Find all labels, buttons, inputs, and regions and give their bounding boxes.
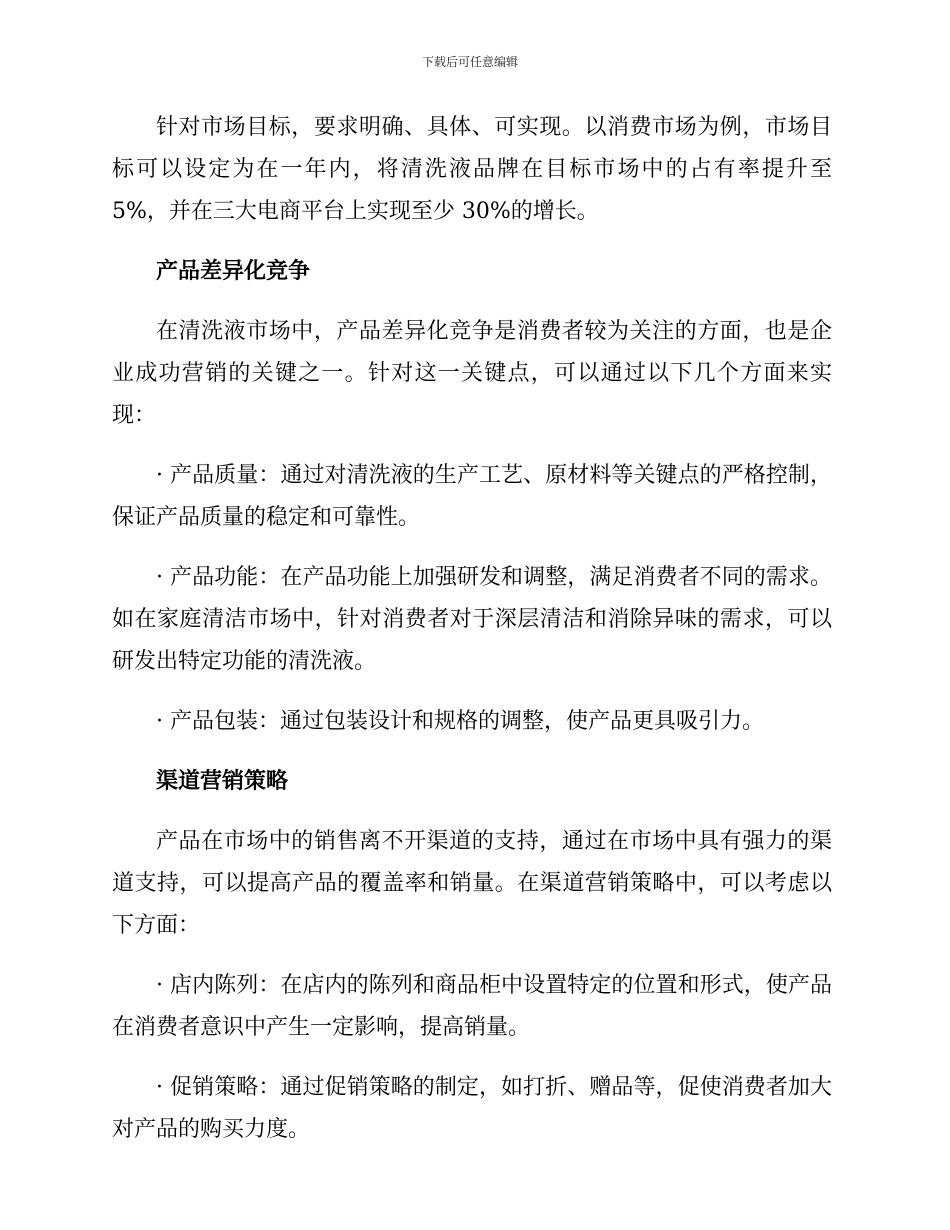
bullet-function: · 产品功能：在产品功能上加强研发和调整，满足消费者不同的需求。如在家庭清洁市场中，针对消费者对于深层清洁和消除异味的需求，可以研发出特定功能的清洗液。 bbox=[112, 565, 832, 674]
intro-paragraph: 针对市场目标，要求明确、具体、可实现。以消费市场为例，市场目标可以设定为在一年内，将清洗液品牌在目标市场中的占有率提升至 5%，并在三大电商平台上实现至少 30%的增长。 bbox=[112, 115, 832, 224]
section-heading-channel: 渠道营销策略 bbox=[156, 769, 289, 794]
differentiation-paragraph: 在清洗液市场中，产品差异化竞争是消费者较为关注的方面，也是企业成功营销的关键之一。针对这一关键点，可以通过以下几个方面来实现： bbox=[112, 319, 832, 428]
document-body bbox=[112, 107, 832, 1169]
bullet-packaging: · 产品包装：通过包装设计和规格的调整，使产品更具吸引力。 bbox=[156, 709, 764, 734]
section-heading-differentiation: 产品差异化竞争 bbox=[156, 259, 311, 284]
bullet-display: · 店内陈列：在店内的陈列和商品柜中设置特定的位置和形式，使产品在消费者意识中产生一定影响，提高销量。 bbox=[112, 973, 832, 1040]
bullet-quality: · 产品质量：通过对清洗液的生产工艺、原材料等关键点的严格控制，保证产品质量的稳定和可靠性。 bbox=[112, 463, 832, 530]
page-header: 下载后可任意编辑 bbox=[421, 55, 518, 69]
channel-paragraph: 产品在市场中的销售离不开渠道的支持，通过在市场中具有强力的渠道支持，可以提高产品的覆盖率和销量。在渠道营销策略中，可以考虑以下方面： bbox=[112, 829, 832, 938]
bullet-promotion: · 促销策略：通过促销策略的制定，如打折、赠品等，促使消费者加大对产品的购买力度。 bbox=[112, 1075, 832, 1142]
